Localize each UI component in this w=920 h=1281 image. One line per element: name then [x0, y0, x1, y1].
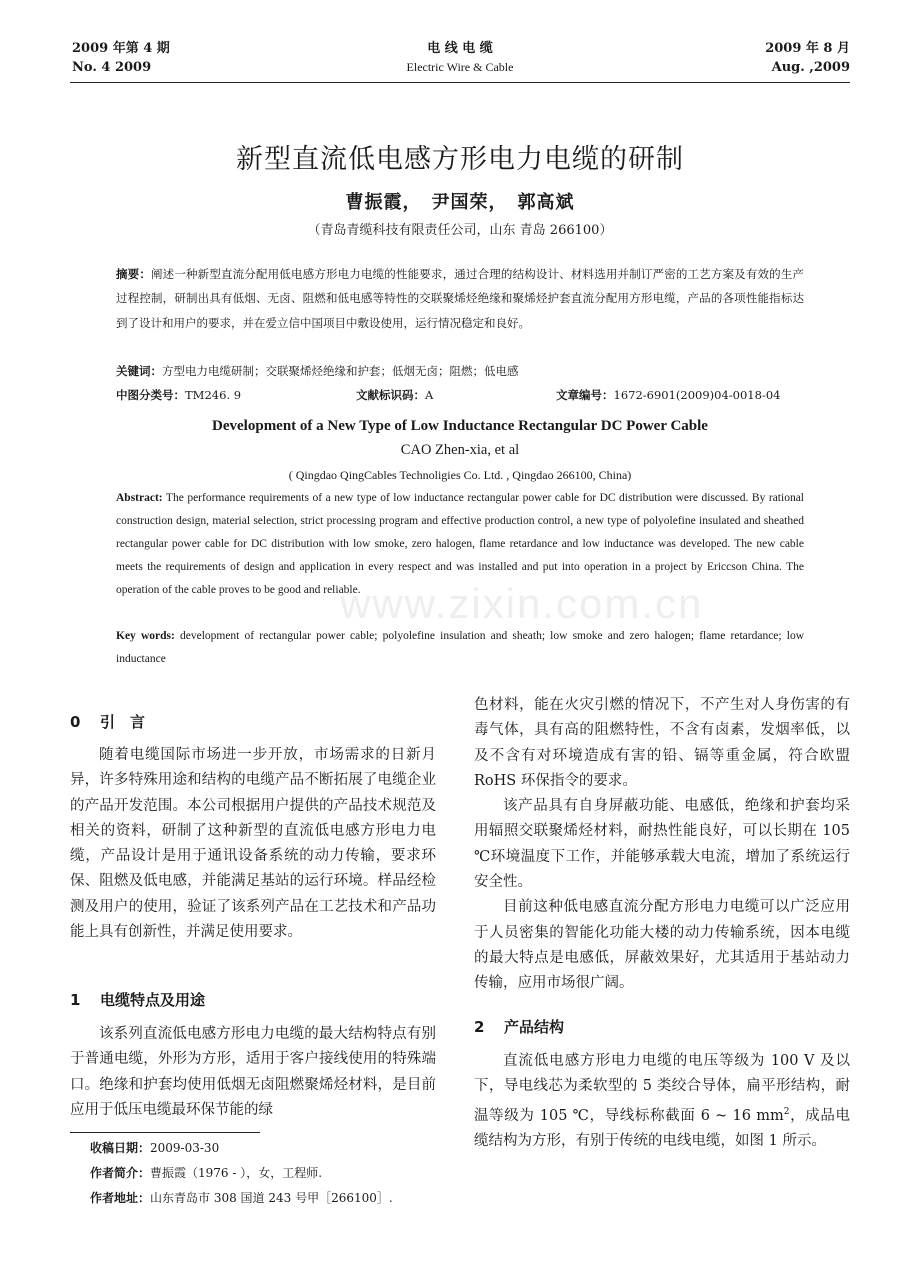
section-0-heading: [70, 711, 145, 732]
article-number-label: 文章编号：: [556, 388, 614, 402]
section-1-heading: [70, 989, 205, 1010]
clc-label: 中图分类号：: [116, 388, 185, 402]
received-value: 2009-03-30: [150, 1141, 220, 1155]
address-value: 山东青岛市 308 国道 243 号甲［266100］.: [150, 1191, 393, 1205]
footnote-address: [90, 1186, 393, 1211]
abstract-cn: [116, 262, 804, 335]
intro-paragraph: [70, 743, 436, 945]
affiliation-en: ( Qingdao QingCables Technoligies Co. Ltd. , Qingdao 266100, China): [288, 468, 632, 482]
paper-title-en: Development of a New Type of Low Inductance Rectangular DC Power Cable: [212, 418, 708, 434]
structure-text-end: ，成品电缆结构为方形，有别于传统的电线电缆，如图 1 所示。: [474, 1107, 851, 1149]
classification-line: [116, 383, 804, 407]
section-1-number: 1: [70, 991, 81, 1009]
section-1-title: 电缆特点及用途: [100, 991, 206, 1009]
journal-date-cn: 2009 年 8 月: [765, 41, 850, 56]
section-2-number: 2: [474, 1018, 485, 1036]
article-number-value: 1672-6901(2009)04-0018-04: [613, 388, 781, 402]
keywords-en-text: development of rectangular power cable; polyolefine insulation and sheath; low smoke and zero halogen; flame retardance; low inductance: [116, 630, 805, 665]
application-text: 目前这种低电感直流分配方形电力电缆可以广泛应用于人员密集的智能化功能大楼的动力传输系统，因本电缆的最大特点是电感低，屏蔽效果好，尤其适用于基站动力传输，应用市场很广阔。: [474, 899, 850, 992]
structure-text-main: 直流低电感方形电力电缆的电压等级为 100 V 及以下，导电线芯为柔软型的 5 类绞合导体，扁平形结构，耐温等级为 105 ℃，导线标称截面 6 ~ 16 mm: [474, 1053, 850, 1124]
structure-text: [474, 1049, 850, 1154]
clc-value: TM246. 9: [185, 388, 242, 402]
abstract-cn-label: 摘要：: [116, 267, 151, 281]
affiliation-cn: （青岛青缆科技有限责任公司，山东 青岛 266100）: [307, 223, 613, 238]
authors-en: CAO Zhen-xia, et al: [400, 442, 520, 458]
keywords-cn: [116, 359, 804, 383]
features-text-left: 该系列直流低电感方形电力电缆的最大结构特点有别于普通电缆，外形为方形，适用于客户接线使用的特殊端口。绝缘和护套均使用低烟无卤阻燃聚烯烃材料，是目前应用于低压电缆最环保节能的绿: [70, 1026, 436, 1118]
header-rule: [70, 82, 850, 83]
abstract-cn-text: 阐述一种新型直流分配用低电感方形电力电缆的性能要求，通过合理的结构设计、材料选用并制订严密的工艺方案及有效的生产过程控制，研制出具有低烟、无卤、阻燃和低电感等特性的交联聚烯烃绝缘和聚烯烃护套直流分配用方形电缆，产品的各项性能指标达到了设计和用户的要求，并在爱立信中国项目中敷设使用，运行情况稳定和良好。: [116, 267, 805, 330]
section-2-title: 产品结构: [504, 1018, 565, 1036]
features-paragraph-right: [474, 693, 850, 997]
author-bio-value: 曹振霞（1976 - ），女，工程师.: [150, 1166, 323, 1180]
abstract-en-text: The performance requirements of a new type of low inductance rectangular power cable for DC distribution were discussed. By rational construction design, material selection, strict processing program and effective production control, a new type of polyolefine insulated and sheathed rectangular power cable for DC distribution with low smoke, zero halogen, flame retardance and low inductance was developed. The new cable meets the requirements of design and application in every respect and was installed and put into operation in a project by Ericcson China. The operation of the cable proves to be good and reliable.: [116, 492, 804, 596]
journal-date-en: Aug. ,2009: [771, 60, 850, 75]
section-0-number: 0: [70, 713, 81, 731]
structure-superscript: 2: [783, 1106, 790, 1117]
paper-title-cn: 新型直流低电感方形电力电缆的研制: [236, 144, 684, 175]
keywords-en: [116, 625, 804, 671]
doc-code-value: A: [425, 388, 434, 402]
keywords-en-label: Key words:: [116, 630, 175, 642]
doc-code-label: 文献标识码：: [356, 388, 425, 402]
journal-name-en: Electric Wire & Cable: [406, 60, 514, 74]
watermark-text: www.zixin.com.cn: [340, 580, 704, 627]
author-bio-label: 作者简介：: [90, 1166, 151, 1180]
intro-text: 随着电缆国际市场进一步开放，市场需求的日新月异，许多特殊用途和结构的电缆产品不断拓展了电缆企业的产品开发范围。本公司根据用户提供的产品技术规范及相关的资料，研制了这种新型的直流低电感方形电力电缆，产品设计是用于通讯设备系统的动力传输，要求环保、阻燃及低电感，并能满足基站的运行环境。样品经检测及用户的使用，验证了该系列产品在工艺技术和产品功能上具有创新性，并满足使用要求。: [70, 747, 436, 941]
features-paragraph-left: [70, 1022, 436, 1123]
journal-name-cn: 电 线 电 缆: [427, 41, 493, 56]
features-text-right: 色材料，能在火灾引燃的情况下，不产生对人身伤害的有毒气体，具有高的阻燃特性，不含有卤素，发烟率低，以及不含有对环境造成有害的铅、镉等重金属，符合欧盟 RoHS 环保指令的要求。: [474, 697, 850, 789]
footnote-author: [90, 1161, 322, 1186]
journal-issue-en: No. 4 2009: [72, 60, 152, 75]
section-2-heading: [474, 1016, 564, 1037]
structure-paragraph: [474, 1049, 850, 1154]
keywords-cn-text: 方型电力电缆研制；交联聚烯烃绝缘和护套；低烟无卤；阻燃；低电感: [162, 364, 519, 378]
received-label: 收稿日期：: [90, 1141, 151, 1155]
abstract-en-label: Abstract:: [116, 492, 163, 504]
journal-issue-cn: 2009 年第 4 期: [72, 41, 170, 56]
shielding-text: 该产品具有自身屏蔽功能、电感低，绝缘和护套均采用辐照交联聚烯烃材料，耐热性能良好，可以长期在 105 ℃环境温度下工作，并能够承载大电流，增加了系统运行安全性。: [474, 798, 850, 891]
footnote-rule: [70, 1132, 260, 1133]
address-label: 作者地址：: [90, 1191, 151, 1205]
section-0-title: 引 言: [100, 713, 146, 731]
keywords-cn-label: 关键词：: [116, 364, 162, 378]
authors-cn: 曹振霞， 尹国荣， 郭高斌: [345, 192, 575, 213]
footnote-received: [90, 1136, 219, 1161]
